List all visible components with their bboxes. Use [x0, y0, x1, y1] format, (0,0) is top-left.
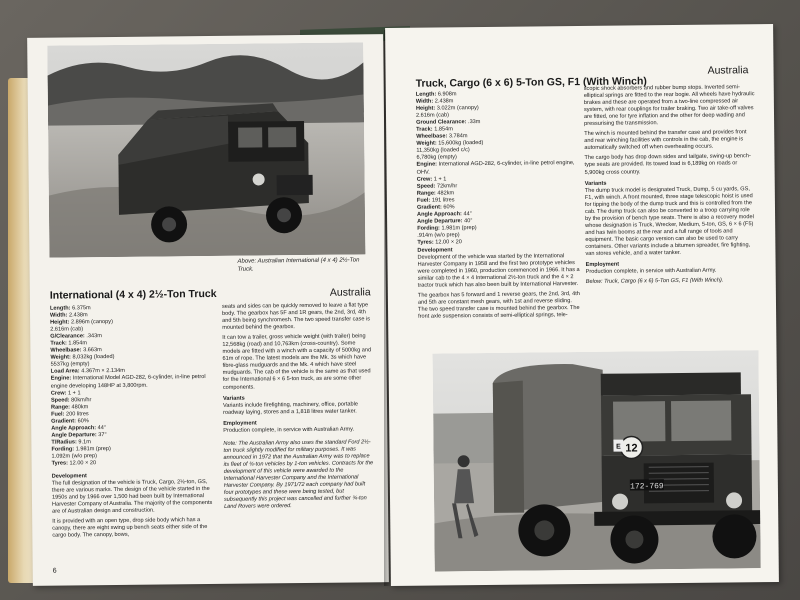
left_page-spec-value: 37° — [98, 431, 107, 438]
left_page-spec-value: 1.981m (prep) — [75, 445, 111, 453]
left-column-2-body — [222, 302, 374, 514]
left_page-spec-key: Length: — [49, 305, 71, 312]
truck-photo-right — [433, 350, 761, 571]
left_page-spec-key: Weight: — [50, 354, 71, 361]
left_page-spec-value: 480km — [71, 403, 89, 411]
right_page-spec-key: Track: — [416, 126, 433, 133]
left_page-spec-value: 1.854m — [68, 340, 88, 347]
left-col2-text-1: seats and sides can be quickly removed to leave a flat type body. The gearbox has 5F and 1R gears, the 2nd, 3rd, 4th and 5th being synchromesh. The two speed transfer case is mounted behind the gearbox. — [221, 302, 371, 331]
truck-photo-left-image — [47, 42, 365, 257]
left-variants-text: Variants include firefighting, machinery, office, portable roadway laying, stores and a 1,818 litres water tanker. — [222, 401, 358, 416]
right-column-1-body — [417, 239, 580, 324]
right-development-text-1: Development of the vehicle was started by the International Harvester Company in 1958 and the first two prototype vehicles were completed in 1960, production commenced in 1966. It has a similar cab to the 4 × 4 International 2½-ton truck and the 4 × 2 tractor truck which has also been built by International Harvester. — [417, 253, 580, 289]
left_page-spec-value: 80km/hr — [71, 396, 92, 404]
right_page-spec-value: 3.784m — [448, 133, 468, 140]
right-column-2-body — [584, 84, 758, 289]
left_page-spec-key: Height: — [50, 319, 70, 326]
left_page-spec-key: Fuel: — [51, 411, 65, 418]
truck-photo-left — [47, 42, 365, 257]
left_page-spec-value: 8,032kg (loaded) — [72, 354, 115, 361]
left-column-1-body — [52, 468, 218, 543]
left_page-spec-key: Load Area: — [50, 368, 80, 376]
left_page-spec-value: 44° — [97, 424, 107, 431]
left-page-country: Australia — [329, 286, 371, 299]
left-note-text: Note: The Australian Army also uses the standard Ford 2½-ton truck slightly modified for military purposes. It was announced in 1972 that the Australian Army was to replace its fleet of ¾-ton vehicles by 1-ton vehicles. Contracts for the development of this vehicle were awarded to the International Harvester Company and the International Harvester Company. By 1971/72 each company had built four prototypes and these were being tested, but subsequently this project was cancelled and further ¾-ton Land Rovers were ordered. — [223, 439, 374, 511]
right_page-spec-key: Weight: — [416, 140, 437, 148]
right_page-spec-value: 6.908m — [437, 91, 457, 98]
right_page-spec-value: 15,600kg (loaded) — [438, 140, 484, 147]
left_page-spec-row — [52, 459, 212, 468]
left_page-spec-value: 200 litres — [65, 410, 89, 418]
unit-number: 12 — [625, 442, 638, 455]
right_page-spec-key: Width: — [415, 98, 434, 105]
left_page-spec-value: 4.367m × 2.134m — [81, 368, 125, 375]
left-variants-heading: Variants — [222, 395, 245, 402]
left_page-spec-key: Tyres: — [51, 460, 69, 467]
right_page-spec-key: Ground Clearance: — [416, 119, 467, 126]
left_page-spec-value: 2.896m (canopy) — [70, 319, 113, 326]
left_page-spec-key: Width: — [50, 312, 68, 319]
left_page-spec-key: G/Clearance: — [50, 333, 85, 340]
right-page — [385, 24, 779, 586]
right_page-spec-key: Angle Approach: — [417, 211, 462, 218]
left_page-spec-key: Gradient: — [51, 418, 77, 425]
left_page-spec-value: 3.663m — [83, 347, 102, 354]
left_page-spec-key: Wheelbase: — [50, 347, 82, 354]
truck-photo-right-image — [433, 350, 761, 571]
left-development-text-2: It is provided with an open type, drop side body which has a canopy, there are eight swing up bench seats either side of the cargo body. The canopy, bows, — [52, 517, 208, 540]
right-specs-column — [416, 90, 578, 247]
right-col2-text-3: The cargo body has drop down sides and tailgate, swing-up bench-type seats are provided. Its towed load is 6,189kg on roads or 5,900kg cross country. — [584, 153, 751, 176]
left-employment-heading: Employment — [223, 420, 257, 427]
right-photo-caption: Below: Truck, Cargo (6 x 6) 5-Ton GS, F1 (With Winch). — [585, 277, 724, 286]
license-plate-text: 172-769 — [630, 482, 664, 492]
right-variants-text: The dump truck model is designated Truck, Dump, 5 cu yards, GS, F1, with winch. A front mounted, three stage telescopic hoist is used for tipping the body of the dump truck and this is controlled from the cab. The dump truck can also be converted to a troop carrying role by the provision of bench type seats. There is also a recovery model whose designation is Truck, Wrecker, Medium, 5-ton, GS, 6 × 6 (F5) and has twin booms at the rear and a full range of tools and equipment. The basic cargo version can also be used to carry containers. Other variants include a bitumen spreader, fire fighting, van stores vehicle, and a water tanker. — [584, 185, 754, 257]
right-development-text-2: The gearbox has 5 forward and 1 reverse gears, the 2nd, 3rd, 4th and 5th are constant mesh gears, with 1st and reverse sliding. The two speed transfer case is mounted behind the gearbox. The front axle suspension consists of semi-elliptical springs, tele- — [417, 291, 580, 321]
right_page-spec-key: Crew: — [416, 176, 433, 183]
left_page-spec-value: 6.375m — [72, 305, 91, 312]
right_page-spec-value: 40° — [464, 217, 473, 225]
left_page-spec-value: 5537kg (empty) — [50, 361, 90, 369]
right_page-spec-value: 72km/hr — [436, 182, 458, 190]
left_page-spec-key: Angle Departure: — [51, 432, 97, 439]
right_page-spec-value: International AGD-282, 6-cylinder, in-line petrol engine, OHV. — [416, 160, 575, 176]
left-photo-caption: Above: Australian International (4 x 4) 2½-Ton Truck. — [237, 257, 360, 273]
left_page-spec-value: International Model AGD-282, 6-cylinder, in-line petrol engine developing 148HP at 3,800rpm. — [50, 374, 206, 390]
left_page-spec-key: Speed: — [50, 397, 70, 404]
right_page-spec-key: Wheelbase: — [416, 133, 448, 141]
right-variants-heading: Variants — [584, 180, 607, 187]
left-page-title: International (4 x 4) 2½-Ton Truck — [49, 287, 217, 302]
left_page-spec-key: T/Radius: — [51, 439, 77, 446]
left-specs-column — [50, 304, 212, 468]
right_page-spec-value: 191 litres — [431, 197, 455, 204]
left_page-spec-value: .343m — [86, 333, 102, 340]
right_page-spec-key: Gradient: — [416, 204, 442, 211]
left_page-spec-value: 2.438m — [68, 312, 88, 319]
right_page-spec-key: Engine: — [416, 161, 438, 169]
left_page-spec-value: 12.00 × 20 — [69, 460, 97, 467]
unit-letter: E — [616, 443, 621, 451]
left-col2-text-2: It can tow a trailer, gross vehicle weight (with trailer) being 12,568kg (road) and 10,763km (cross-country). Some models are fitted with a winch with a capacity of 5000kg and 61m of rope. The latest models are the Mk. 3s which have fibre-glass mudguards and the Mk. 4 which have steel mudguards. The cab of the vehicle is the same as that used for the International 6 × 6 5-ton truck, as are some other components. — [222, 333, 372, 391]
left-page — [27, 34, 389, 586]
left_page-spec-key: Angle Approach: — [51, 424, 97, 432]
left_page-spec-key: Engine: — [50, 375, 72, 383]
right_page-spec-value: 60% — [443, 204, 455, 211]
right-page-title: Truck, Cargo (6 x 6) 5-Ton GS, F1 (With Winch) — [415, 75, 647, 90]
right_page-spec-value: 1.854m — [434, 126, 453, 133]
right_page-spec-value: 482km — [437, 189, 455, 197]
right_page-spec-key: Angle Departure: — [417, 218, 463, 225]
left-employment-text: Production complete, in service with Australian Army. — [223, 426, 355, 434]
right_page-spec-value: 1.981m (prep) — [441, 224, 477, 232]
left_page-spec-value: 2.616m (cab) — [50, 326, 84, 333]
right-development-heading: Development — [417, 247, 453, 254]
right_page-spec-value: 3.022m (canopy) — [436, 105, 479, 112]
right_page-spec-value: 1 + 1 — [433, 175, 447, 183]
right_page-spec-value: 6,780kg (empty) — [416, 154, 457, 162]
left_page-spec-value: 1 + 1 — [67, 389, 81, 397]
right_page-spec-key: Fording: — [417, 225, 440, 232]
right_page-spec-value: 44° — [463, 210, 472, 218]
right_page-spec-value: 2.438m — [434, 98, 454, 105]
right-col2-text-2: The winch is mounted behind the transfer case and provides front and rear winching facilities with controls in the cab, the engine is automatically switched off when overheating occurs. — [584, 129, 747, 152]
right_page-spec-key: Length: — [415, 91, 437, 98]
right_page-spec-key: Tyres: — [417, 239, 434, 246]
right_page-spec-value: .914m (w/o prep) — [417, 232, 460, 239]
left-page-number: 6 — [52, 567, 57, 575]
left_page-spec-value: 60% — [77, 418, 89, 425]
right-employment-heading: Employment — [585, 261, 620, 269]
right-employment-text: Production complete, in service with Australian Army. — [585, 267, 717, 276]
right_page-spec-key: Range: — [416, 190, 436, 197]
right_page-spec-value: .33m — [467, 119, 481, 126]
right_page-spec-key: Fuel: — [416, 197, 431, 204]
right_page-spec-value: 2.616m (cab) — [415, 112, 450, 119]
left-development-text-1: The full designation of the vehicle is Truck, Cargo, 2½-ton, GS, there are various marks. The design of the vehicle started in the 1950s and by 1966 over 1,500 had been built by International Harvester Company of Australia. The majority of the components are of Australian design and construction. — [51, 479, 213, 515]
right_page-spec-value: 11,350kg (loaded c/c) — [416, 147, 470, 155]
left_page-spec-value: 9.1m — [78, 439, 91, 446]
right-col2-text-1: scopic shock absorbers and rubber bump stops. Inverted semi-elliptical springs are fitted to the rear bogie. All wheels have hydraulic brakes and these are operated from a two-line compressed air system, with rear couplings for trailer braking. Two air take-off valves are fitted, one for tyre inflation and the other for deep wading and pressurising the transmission. — [583, 84, 755, 128]
left_page-spec-key: Track: — [50, 340, 67, 347]
right_page-spec-value: 12.00 × 20 — [435, 239, 462, 246]
left-development-heading: Development — [51, 473, 87, 480]
right_page-spec-key: Speed: — [416, 183, 436, 190]
right_page-spec-key: Height: — [415, 105, 436, 112]
left_page-spec-key: Range: — [50, 404, 71, 411]
right-page-country: Australia — [707, 64, 749, 77]
left_page-spec-key: Fording: — [51, 446, 75, 453]
left_page-spec-key: Crew: — [50, 390, 67, 397]
left_page-spec-value: 1.092m (w/o prep) — [51, 453, 97, 460]
